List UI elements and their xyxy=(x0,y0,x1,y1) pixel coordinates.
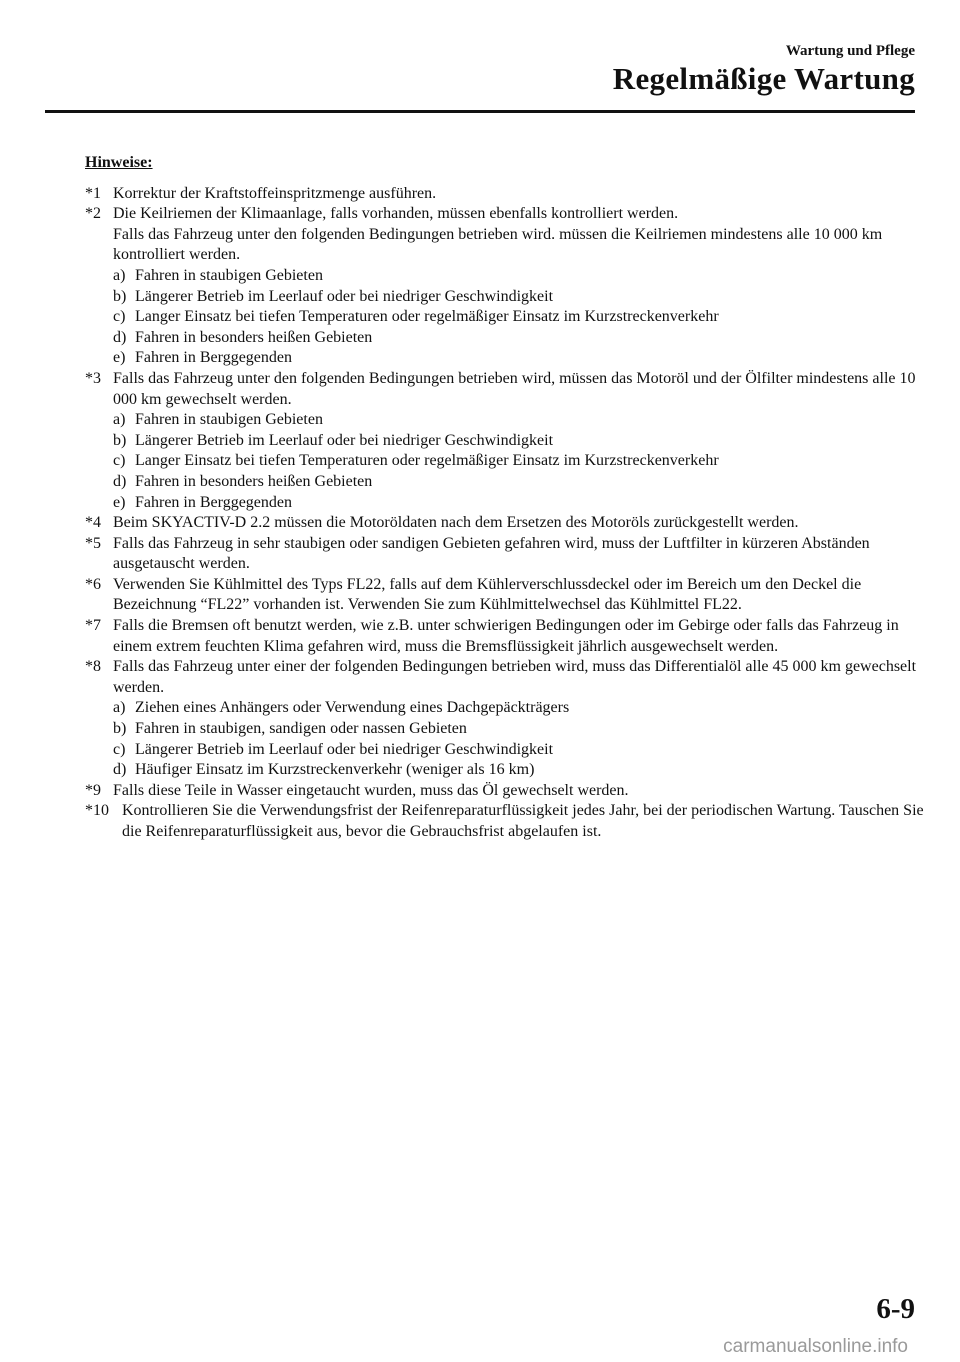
condition-text: Längerer Betrieb im Leerlauf oder bei niedriger Geschwindigkeit xyxy=(135,287,554,305)
note-text: Verwenden Sie Kühlmittel des Typs FL22, falls auf dem Kühlerverschlussdeckel oder im Bereich um den Deckel die Bezeichnung “FL22” vorhanden ist. Verwenden Sie zum Kühlmittelwechsel das Kühlmittel FL22. xyxy=(113,575,862,614)
note-text: Korrektur der Kraftstoffeinspritzmenge ausführen. xyxy=(113,184,437,202)
condition-item xyxy=(113,348,925,369)
note-text: Beim SKYACTIV-D 2.2 müssen die Motoröldaten nach dem Ersetzen des Motoröls zurückgestellt werden. xyxy=(113,514,799,532)
condition-item xyxy=(113,328,925,349)
condition-item xyxy=(113,307,925,328)
condition-text: Fahren in besonders heißen Gebieten xyxy=(135,328,373,346)
note-body xyxy=(113,575,925,616)
note-text-continued: Falls das Fahrzeug unter den folgenden Bedingungen betrieben wird. müssen die Keilriemen mindestens alle 10 000 km kontrolliert werden. xyxy=(113,225,883,264)
condition-text: Häufiger Einsatz im Kurzstreckenverkehr (weniger als 16 km) xyxy=(135,761,535,779)
condition-item xyxy=(113,760,925,781)
condition-item xyxy=(113,266,925,287)
condition-marker: d) xyxy=(113,328,127,346)
section-title: Wartung und Pflege xyxy=(785,43,915,59)
note-text: Falls diese Teile in Wasser eingetaucht wurden, muss das Öl gewechselt werden. xyxy=(113,781,629,799)
condition-marker: e) xyxy=(113,349,126,367)
note-body xyxy=(113,534,925,575)
condition-text: Fahren in Berggegenden xyxy=(135,349,292,367)
note-text: Falls das Fahrzeug unter den folgenden Bedingungen betrieben wird, müssen das Motoröl und der Ölfilter mindestens alle 10 000 km gewechselt werden. xyxy=(113,369,916,408)
condition-text: Fahren in besonders heißen Gebieten xyxy=(135,472,373,490)
note-text: Falls das Fahrzeug unter einer der folgenden Bedingungen betrieben wird, muss das Differentialöl alle 45 000 km gewechselt werden. xyxy=(113,658,917,696)
condition-item xyxy=(113,451,925,472)
condition-item xyxy=(113,472,925,493)
condition-item xyxy=(113,431,925,452)
condition-text: Langer Einsatz bei tiefen Temperaturen oder regelmäßiger Einsatz im Kurzstreckenverkehr xyxy=(135,452,719,470)
condition-marker: e) xyxy=(113,493,126,511)
note-marker: *3 xyxy=(85,369,101,387)
note-item xyxy=(85,534,925,575)
note-item xyxy=(85,204,925,369)
note-body xyxy=(122,801,925,842)
note-marker: *6 xyxy=(85,575,101,593)
note-item xyxy=(85,513,925,534)
notes-list xyxy=(85,184,925,843)
condition-marker: c) xyxy=(113,740,126,758)
condition-marker: d) xyxy=(113,472,127,490)
note-body xyxy=(113,513,925,534)
note-item xyxy=(85,801,925,842)
condition-marker: b) xyxy=(113,287,127,305)
note-item xyxy=(85,616,925,657)
note-item xyxy=(85,575,925,616)
note-body xyxy=(113,657,925,781)
condition-text: Längerer Betrieb im Leerlauf oder bei niedriger Geschwindigkeit xyxy=(135,740,554,758)
note-body xyxy=(113,369,925,513)
note-body xyxy=(113,781,925,802)
note-marker: *2 xyxy=(85,205,101,223)
note-text: Falls die Bremsen oft benutzt werden, wie z.B. unter schwierigen Bedingungen oder im Gebirge oder falls das Fahrzeug in einem extrem feuchten Klima gefahren wird, muss die Bremsflüssigkeit jährlich ausgewechselt werden. xyxy=(113,617,899,655)
note-marker: *9 xyxy=(85,781,101,799)
condition-marker: b) xyxy=(113,720,127,738)
page-number: 6-9 xyxy=(876,1293,915,1325)
condition-marker: a) xyxy=(113,411,126,429)
note-text: Die Keilriemen der Klimaanlage, falls vorhanden, müssen ebenfalls kontrolliert werden. xyxy=(113,205,679,223)
condition-item xyxy=(113,698,925,719)
condition-item xyxy=(113,410,925,431)
watermark: carmanualsonline.info xyxy=(723,1336,908,1357)
condition-text: Fahren in staubigen Gebieten xyxy=(135,411,323,429)
note-marker: *7 xyxy=(85,617,101,635)
condition-item xyxy=(113,719,925,740)
condition-marker: c) xyxy=(113,308,126,326)
condition-item xyxy=(113,493,925,514)
condition-marker: c) xyxy=(113,452,126,470)
note-item xyxy=(85,184,925,205)
note-item xyxy=(85,657,925,781)
header-rule xyxy=(45,110,915,113)
condition-item xyxy=(113,740,925,761)
note-marker: *10 xyxy=(85,802,109,820)
condition-marker: a) xyxy=(113,266,126,284)
notes-section xyxy=(85,153,925,843)
condition-text: Fahren in Berggegenden xyxy=(135,493,292,511)
note-text: Kontrollieren Sie die Verwendungsfrist der Reifenreparaturflüssigkeit jedes Jahr, bei der periodischen Wartung. Tauschen Sie die Reifenreparaturflüssigkeit aus, bevor die Gebrauchsfrist abgelaufen ist. xyxy=(122,802,924,840)
notes-heading: Hinweise: xyxy=(85,154,153,171)
condition-text: Ziehen eines Anhängers oder Verwendung eines Dachgepäckträgers xyxy=(135,699,570,717)
condition-text: Längerer Betrieb im Leerlauf oder bei niedriger Geschwindigkeit xyxy=(135,431,554,449)
condition-text: Langer Einsatz bei tiefen Temperaturen oder regelmäßiger Einsatz im Kurzstreckenverkehr xyxy=(135,308,719,326)
condition-text: Fahren in staubigen Gebieten xyxy=(135,266,323,284)
note-text: Falls das Fahrzeug in sehr staubigen oder sandigen Gebieten gefahren wird, muss der Luftfilter in kürzeren Abständen ausgetauscht werden. xyxy=(113,534,870,573)
note-body xyxy=(113,204,925,369)
condition-text: Fahren in staubigen, sandigen oder nassen Gebieten xyxy=(135,720,467,738)
condition-marker: b) xyxy=(113,431,127,449)
page-header xyxy=(613,42,915,97)
condition-marker: d) xyxy=(113,761,127,779)
note-marker: *5 xyxy=(85,534,101,552)
condition-marker: a) xyxy=(113,699,126,717)
note-body xyxy=(113,184,925,205)
note-marker: *4 xyxy=(85,514,101,532)
note-item xyxy=(85,369,925,513)
note-body xyxy=(113,616,925,657)
note-item xyxy=(85,781,925,802)
condition-item xyxy=(113,287,925,308)
note-marker: *1 xyxy=(85,184,101,202)
note-marker: *8 xyxy=(85,658,101,676)
page-title: Regelmäßige Wartung xyxy=(612,61,915,96)
